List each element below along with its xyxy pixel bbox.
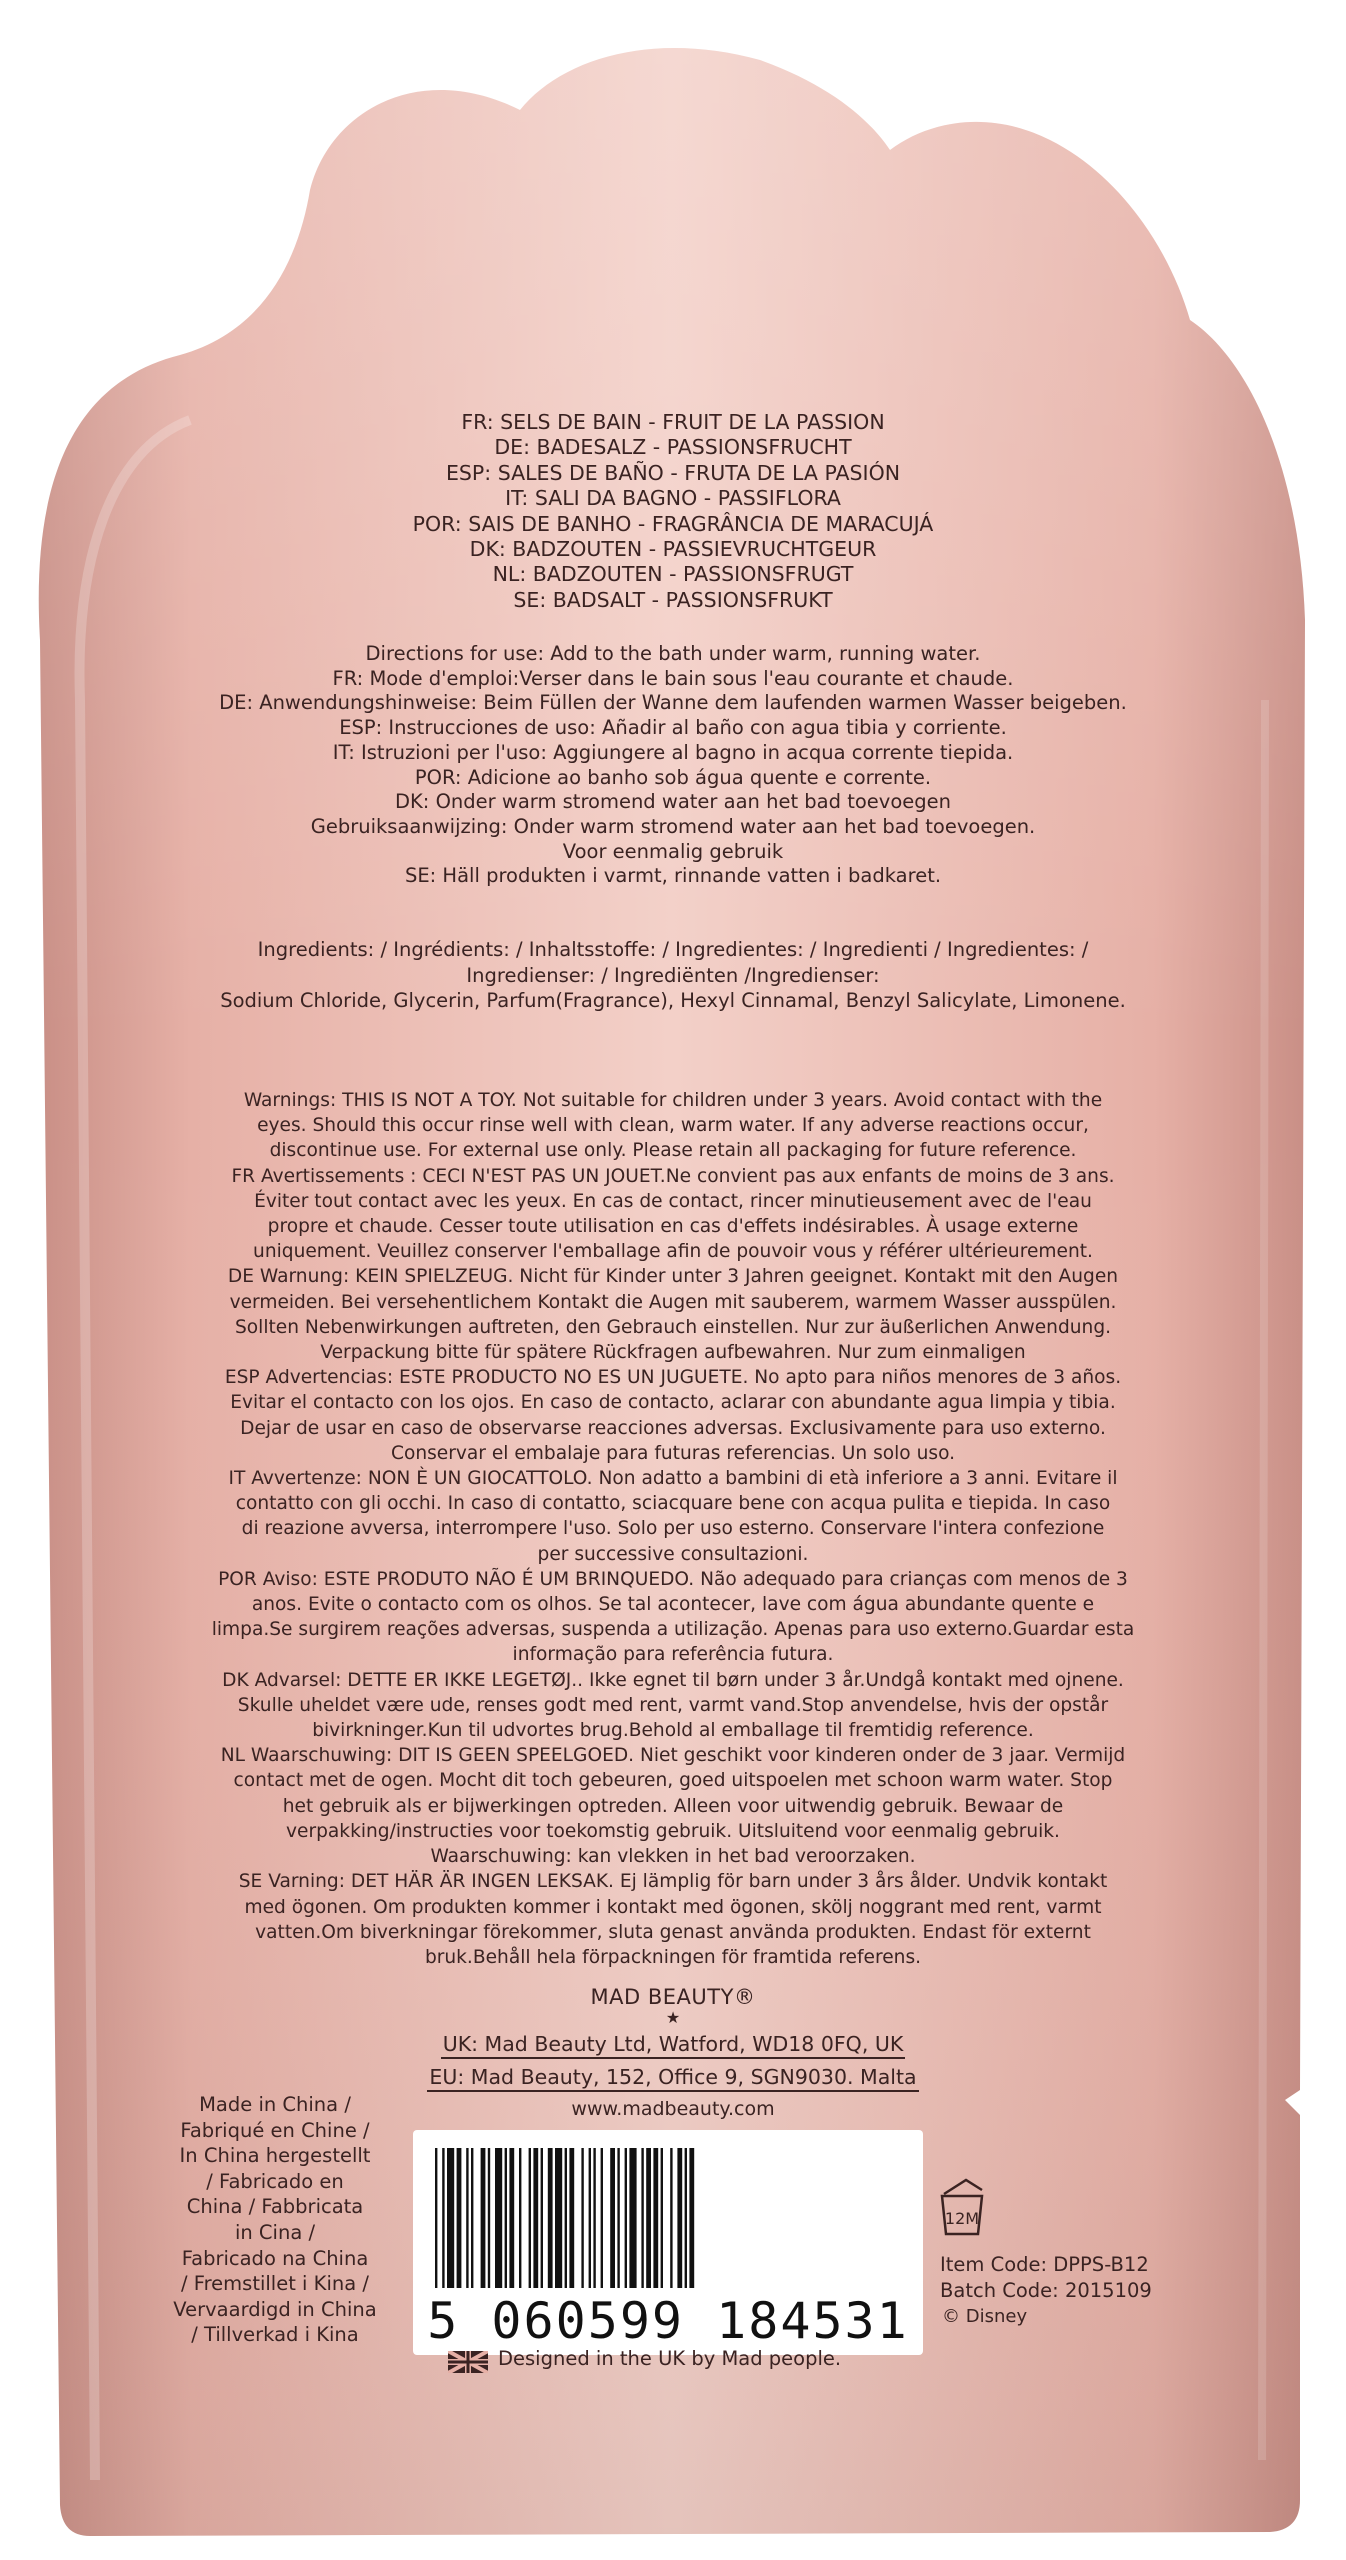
barcode-bar	[677, 2148, 682, 2288]
product-name-line: DK: BADZOUTEN - PASSIEVRUCHTGEUR	[469, 537, 877, 562]
barcode	[413, 2130, 923, 2355]
warnings-line: vermeiden. Bei versehentlichem Kontakt die Augen mit sauberem, warmem Wasser ausspülen.	[229, 1291, 1117, 1313]
period-after-opening-icon	[936, 2174, 988, 2240]
pao-label: 12M	[944, 2209, 980, 2228]
barcode-bar	[670, 2148, 672, 2288]
barcode-bar	[601, 2148, 603, 2288]
made-in-line: / Fabricado en	[206, 2169, 344, 2193]
directions-line: DK: Onder warm stromend water aan het bad toevoegen	[395, 790, 951, 814]
warnings-line: bivirkninger.Kun til udvortes brug.Behold al emballage til fremtidig reference.	[312, 1720, 1034, 1742]
ingredients-line: Ingredienser: / Ingrediënten /Ingredienser:	[466, 963, 880, 987]
warnings-line: Skulle uheldet være ude, renses godt med rent, varmt vand.Stop anvendelse, hvis der opstår	[237, 1694, 1109, 1716]
barcode-bar	[629, 2148, 636, 2288]
warnings-line: Éviter tout contact avec les yeux. En cas de contact, rincer minutieusement avec de l'eau	[254, 1190, 1092, 1212]
warnings-line: ESP Advertencias: ESTE PRODUCTO NO ES UN JUGUETE. No apto para niños menores de 3 años.	[224, 1367, 1122, 1389]
warnings-line: contatto con gli occhi. In caso di contatto, sciacquare bene con acqua pulita e tiepida. In caso	[235, 1493, 1111, 1515]
warnings-line: het gebruik als er bijwerkingen optreden. Alleen voor uitwendig gebruik. Bewaar de	[282, 1795, 1064, 1817]
website: www.madbeauty.com	[571, 2098, 775, 2120]
directions-line: Gebruiksaanwijzing: Onder warm stromend water aan het bad toevoegen.	[310, 814, 1036, 838]
directions-line: Voor eenmalig gebruik	[562, 839, 784, 863]
product-name-line: NL: BADZOUTEN - PASSIONSFRUGT	[492, 562, 854, 587]
designed-in-uk: Designed in the UK by Mad people.	[498, 2347, 842, 2370]
ingredients-line: Sodium Chloride, Glycerin, Parfum(Fragrance), Hexyl Cinnamal, Benzyl Salicylate, Limonene.	[220, 989, 1126, 1012]
warnings-line: Sollten Nebenwirkungen auftreten, den Gebrauch einstellen. Nur zur äußerlichen Anwendung.	[234, 1316, 1112, 1338]
warnings-line: informação para referência futura.	[512, 1644, 834, 1666]
warnings-line: bruk.Behåll hela förpackningen för framtida referens.	[424, 1946, 922, 1968]
warnings-line: uniquement. Veuillez conserver l'emballage afin de pouvoir vous y référer ultérieurement.	[253, 1241, 1093, 1263]
made-in-line: Fabriqué en Chine /	[180, 2118, 370, 2142]
warnings-line: di reazione avversa, interrompere l'uso. Solo per uso esterno. Conservare l'intera confezione	[241, 1518, 1105, 1540]
directions-line: POR: Adicione ao banho sob água quente e corrente.	[414, 765, 932, 789]
barcode-bar	[442, 2148, 444, 2288]
barcode-bar	[685, 2148, 687, 2288]
barcode-bar	[555, 2148, 562, 2288]
warnings-line: Conservar el embalaje para futuras referencias. Un solo uso.	[390, 1442, 956, 1464]
warnings-line: Verpackung bitte für spätere Rückfragen aufbewahren. Nur zum einmaligen	[320, 1342, 1026, 1364]
product-name-line: DE: BADESALZ - PASSIONSFRUCHT	[494, 435, 852, 460]
barcode-bar	[541, 2148, 543, 2288]
made-in-line: Made in China /	[199, 2093, 351, 2116]
warnings-line: Dejar de usar en caso de observarse reacciones adversas. Exclusivamente para uso externo.	[240, 1417, 1106, 1439]
directions-for-use	[180, 642, 1166, 889]
brand-name: MAD BEAUTY®	[590, 1985, 756, 2009]
warnings-line: per successive consultazioni.	[537, 1543, 809, 1565]
barcode-bar	[653, 2148, 658, 2288]
made-in-china	[150, 2092, 400, 2348]
warnings-line: limpa.Se surgirem reações adversas, suspenda a utilização. Apenas para uso externo.Guardar esta	[211, 1619, 1135, 1641]
warnings-line: DK Advarsel: DETTE ER IKKE LEGETØJ.. Ikke egnet til børn under 3 år.Undgå kontakt med ojnene.	[222, 1669, 1124, 1691]
barcode-bar	[610, 2148, 615, 2288]
warnings-line: anos. Evite o contacto com os olhos. Se tal acontecer, lave com água abundante quente e	[251, 1594, 1095, 1616]
warnings-line: vatten.Om biverkningar förekommer, sluta genast använda produkten. Endast för externt	[255, 1921, 1091, 1943]
barcode-bar	[661, 2148, 663, 2288]
product-name-line: SE: BADSALT - PASSIONSFRUKT	[513, 587, 833, 612]
warnings-line: eyes. Should this occur rinse well with clean, warm water. If any adverse reactions occur,	[257, 1115, 1089, 1137]
warnings-line: Waarschuwing: kan vlekken in het bad veroorzaken.	[430, 1846, 916, 1868]
warnings-line: POR Aviso: ESTE PRODUTO NÃO É UM BRINQUEDO. Não adequado para crianças com menos de 3	[218, 1568, 1128, 1590]
barcode-bar	[505, 2148, 507, 2288]
address-uk: UK: Mad Beauty Ltd, Watford, WD18 0FQ, UK	[441, 2032, 906, 2059]
barcode-bar	[533, 2148, 538, 2288]
ingredients-list	[150, 937, 1196, 1014]
made-in-line: In China hergestellt	[179, 2144, 371, 2168]
barcode-bar	[471, 2148, 473, 2288]
warnings-line: NL Waarschuwing: DIT IS GEEN SPEELGOED. Niet geschikt voor kinderen onder de 3 jaar. Vermijd	[220, 1745, 1126, 1767]
made-in-line: Fabricado na China	[181, 2246, 369, 2270]
barcode-bar	[457, 2148, 462, 2288]
made-in-line: in Cina /	[234, 2220, 316, 2244]
warnings-line: med ögonen. Om produkten kommer i kontakt med ögonen, skölj noggrant med rent, varmt	[244, 1896, 1102, 1918]
product-name-line: POR: SAIS DE BANHO - FRAGRÂNCIA DE MARACUJÁ	[412, 511, 934, 536]
directions-line: Directions for use: Add to the bath under warm, running water.	[365, 642, 981, 665]
warnings-line: Evitar el contacto con los ojos. En caso de contacto, aclarar con abundante agua limpia y tibia.	[230, 1392, 1116, 1414]
directions-line: DE: Anwendungshinweise: Beim Füllen der Wanne dem laufenden warmen Wasser beigeben.	[219, 691, 1127, 715]
barcode-bar	[548, 2148, 553, 2288]
warnings-line: Warnings: THIS IS NOT A TOY. Not suitable for children under 3 years. Avoid contact with the	[243, 1090, 1103, 1111]
barcode-bar	[641, 2148, 643, 2288]
barcode-bar	[589, 2148, 591, 2288]
directions-line: IT: Istruzioni per l'uso: Aggiungere al bagno in acqua corrente tiepida.	[332, 740, 1014, 764]
directions-line: SE: Häll produkten i varmt, rinnande vatten i badkaret.	[404, 864, 942, 888]
barcode-bar	[488, 2148, 490, 2288]
product-name-line: ESP: SALES DE BAÑO - FRUTA DE LA PASIÓN	[445, 460, 901, 485]
copyright: © Disney	[942, 2306, 1028, 2327]
barcode-bar	[509, 2148, 514, 2288]
product-codes	[940, 2252, 1152, 2303]
made-in-line: China / Fabbricata	[186, 2195, 364, 2219]
barcode-bar	[617, 2148, 619, 2288]
barcode-bars	[413, 2130, 923, 2295]
warnings-line: FR Avertissements : CECI N'EST PAS UN JOUET.Ne convient pas aux enfants de moins de 3 ans.	[231, 1165, 1115, 1187]
barcode-bar	[495, 2148, 502, 2288]
warnings-line: verpakking/instructies voor toekomstig gebruik. Uitsluitend voor eenmalig gebruik.	[286, 1820, 1060, 1842]
barcode-bar	[481, 2148, 486, 2288]
barcode-bar	[447, 2148, 454, 2288]
barcode-digits: 5 060599 184531	[427, 2292, 909, 2350]
directions-line: ESP: Instrucciones de uso: Añadir al baño con agua tibia y corriente.	[339, 716, 1007, 740]
warnings-line: SE Varning: DET HÄR ÄR INGEN LEKSAK. Ej lämplig för barn under 3 års ålder. Undvik kontakt	[238, 1871, 1108, 1893]
barcode-bar	[593, 2148, 595, 2288]
barcode-bar	[625, 2148, 627, 2288]
brand-star-icon: ★	[665, 2008, 681, 2027]
barcode-bar	[646, 2148, 651, 2288]
warnings-text	[130, 1088, 1216, 1970]
barcode-bar	[519, 2148, 521, 2288]
batch-code: Batch Code: 2015109	[940, 2278, 1152, 2302]
barcode-bar	[689, 2148, 694, 2288]
product-names	[190, 410, 1156, 613]
made-in-line: / Fremstillet i Kina /	[181, 2272, 369, 2296]
barcode-bar	[565, 2148, 567, 2288]
directions-line: FR: Mode d'emploi:Verser dans le bain sous l'eau courante et chaude.	[332, 666, 1014, 690]
made-in-line: Vervaardigd in China	[173, 2297, 377, 2321]
product-name-line: FR: SELS DE BAIN - FRUIT DE LA PASSION	[461, 410, 885, 434]
barcode-bar	[435, 2148, 437, 2288]
product-name-line: IT: SALI DA BAGNO - PASSIFLORA	[505, 486, 841, 511]
warnings-line: IT Avvertenze: NON È UN GIOCATTOLO. Non adatto a bambini di età inferiore a 3 anni. Evitare il	[228, 1468, 1118, 1490]
barcode-bar	[466, 2148, 468, 2288]
warnings-line: propre et chaude. Cesser toute utilisation en cas d'effets indésirables. À usage externe	[267, 1216, 1079, 1238]
barcode-bar	[529, 2148, 531, 2288]
warnings-line: contact met de ogen. Mocht dit toch gebeuren, goed uitspoelen met schoon warm water. Stop	[233, 1770, 1113, 1792]
item-code: Item Code: DPPS-B12	[940, 2253, 1149, 2276]
barcode-bar	[569, 2148, 574, 2288]
made-in-line: / Tillverkad i Kina	[191, 2323, 359, 2347]
address-eu: EU: Mad Beauty, 152, Office 9, SGN9030. Malta	[427, 2065, 918, 2092]
ingredients-line: Ingredients: / Ingrédients: / Inhaltsstoffe: / Ingredientes: / Ingredienti / Ingredientes: /	[257, 938, 1089, 961]
warnings-line: discontinue use. For external use only. Please retain all packaging for future reference.	[269, 1140, 1077, 1162]
warnings-line: DE Warnung: KEIN SPIELZEUG. Nicht für Kinder unter 3 Jahren geeignet. Kontakt mit den Augen	[227, 1266, 1119, 1288]
barcode-bar	[581, 2148, 583, 2288]
